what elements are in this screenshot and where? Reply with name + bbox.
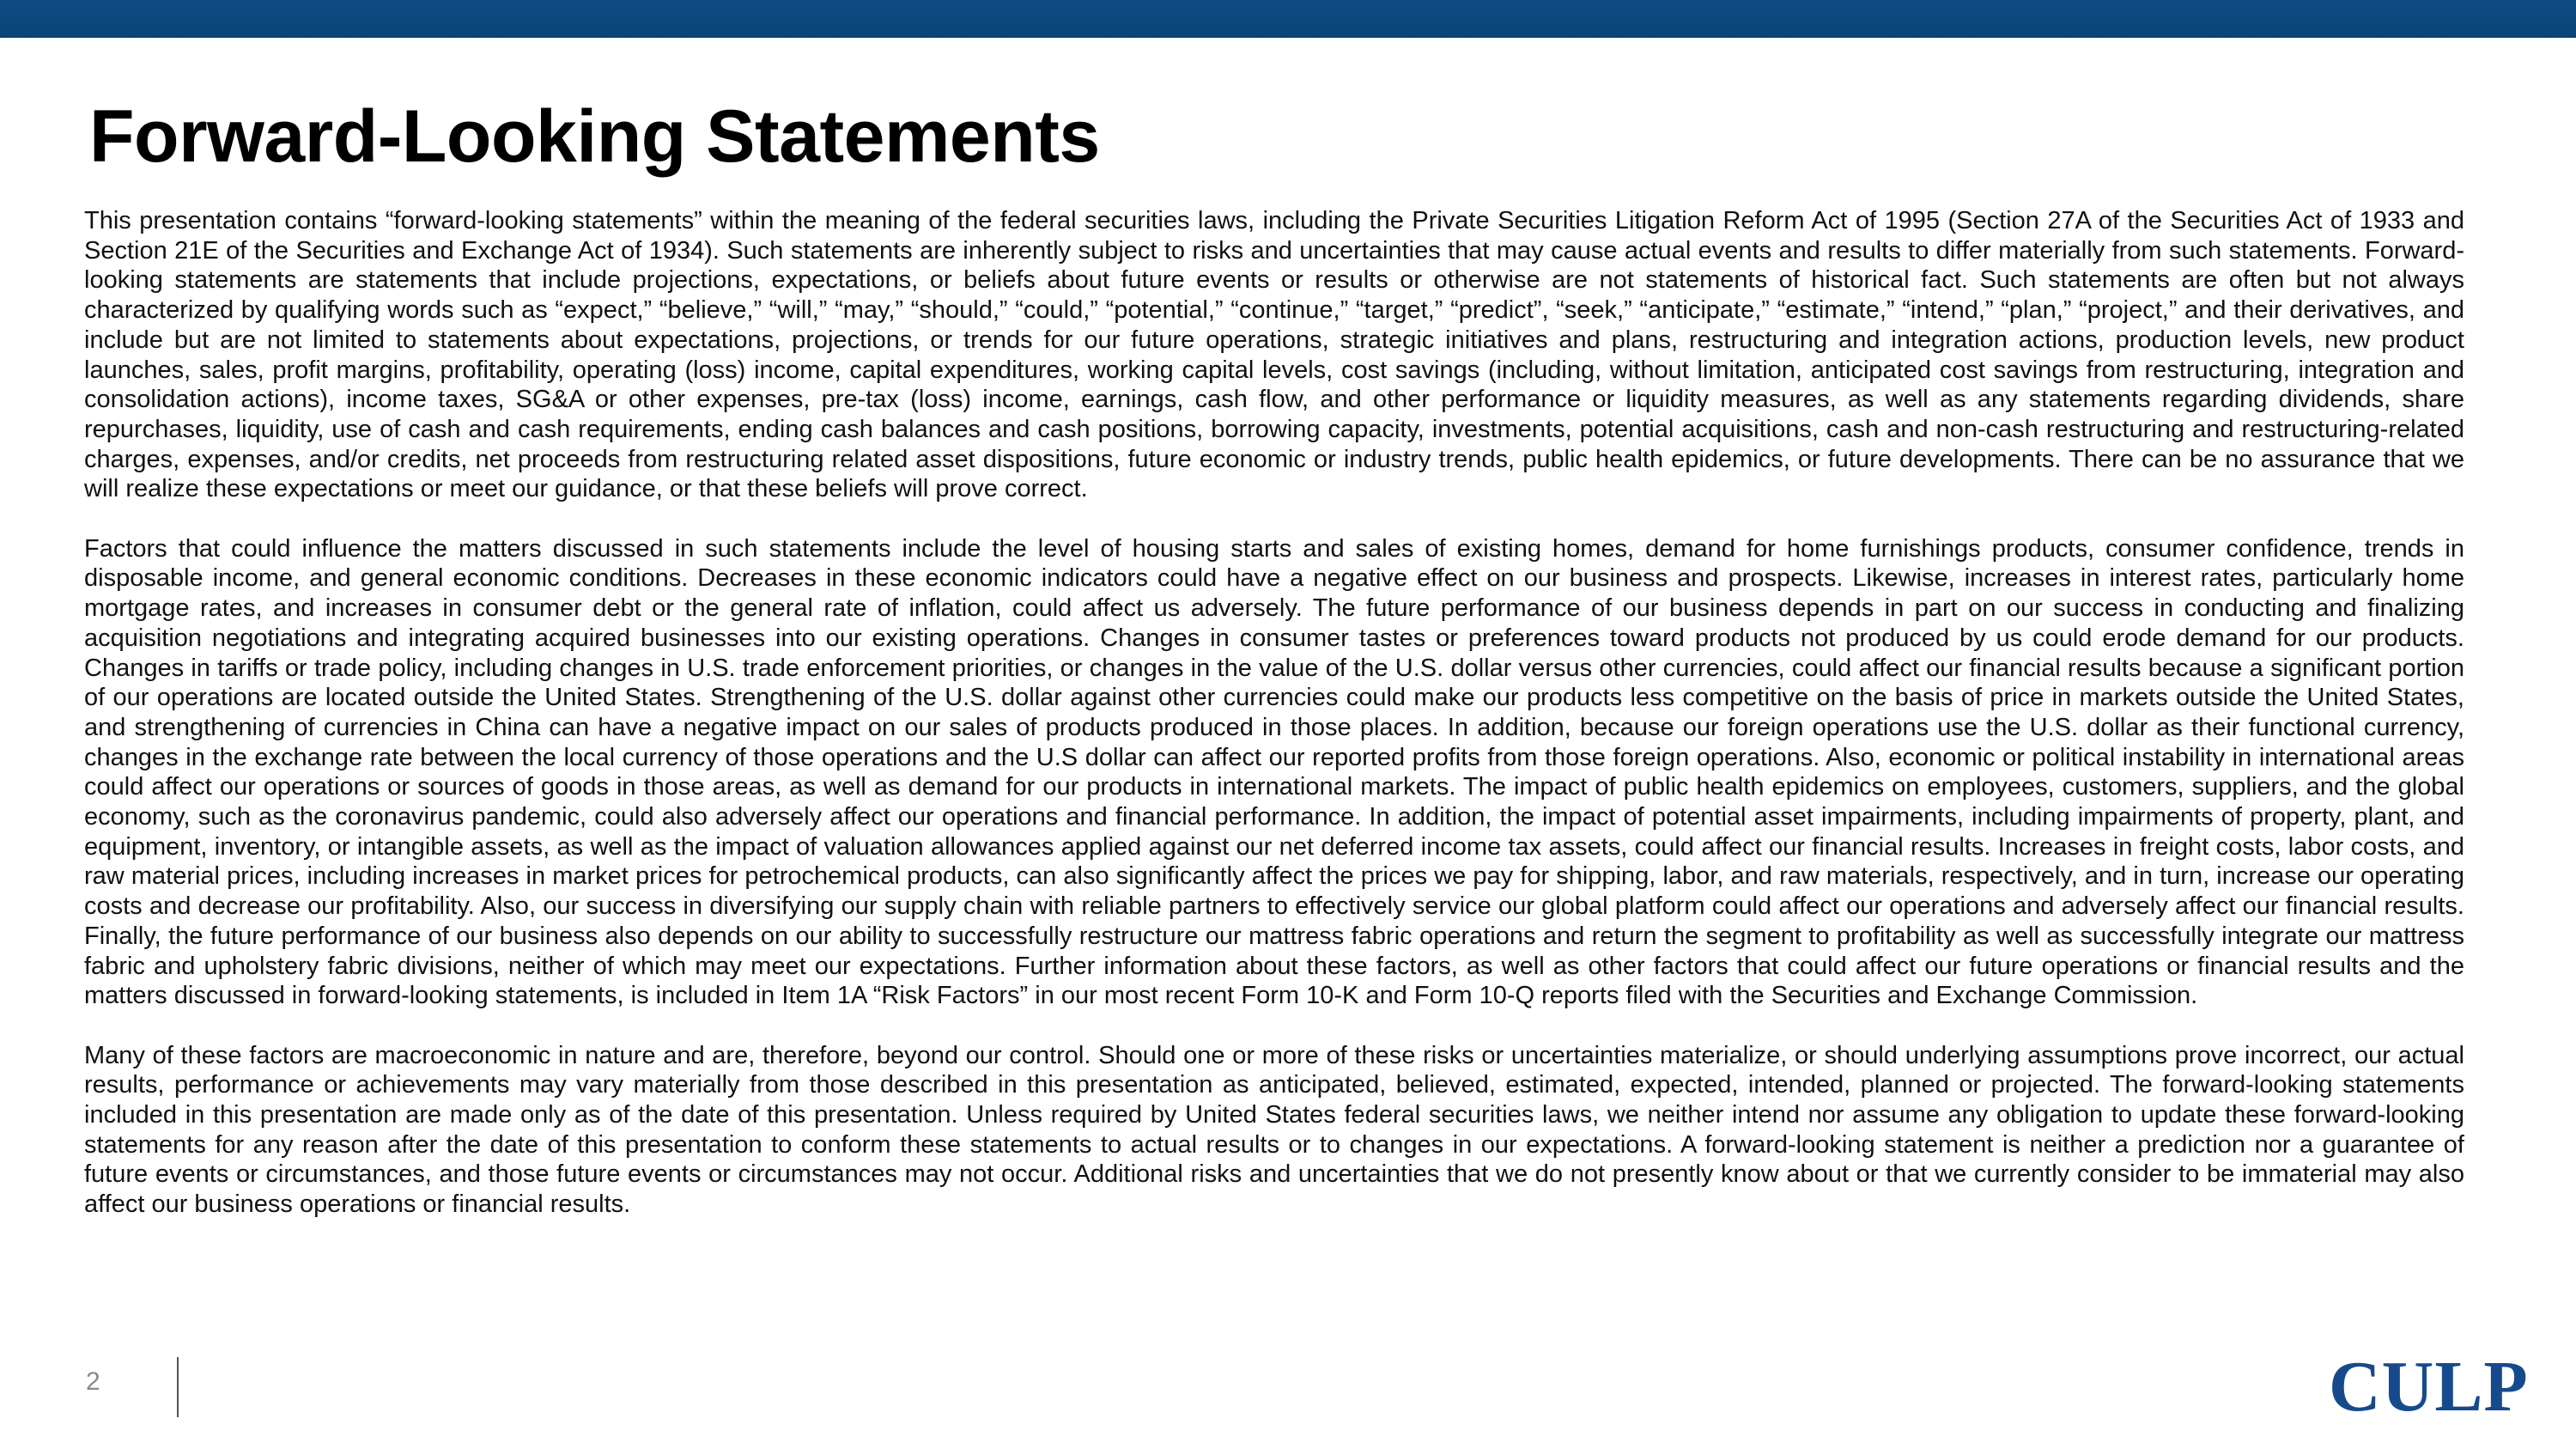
page-number: 2 [86,1367,100,1396]
paragraph-3: Many of these factors are macroeconomic in nature and are, therefore, beyond our control. Should one or more of these risks or uncertainties materialize, or should underlying assumptions prove incorrect, our actual results, performance or achievements may vary materially from those described in this presentation as anticipated, believed, estimated, expected, intended, planned or projected. The forward-looking statements included in this presentation are made only as of the date of this presentation. Unless required by United States federal securities laws, we neither intend nor assume any obligation to update these forward-looking statements for any reason after the date of this presentation to conform these statements to actual results or to changes in our expectations. A forward-looking statement is neither a prediction nor a guarantee of future events or circumstances, and those future events or circumstances may not occur. Additional risks and uncertainties that we do not presently know about or that we currently consider to be immaterial may also affect our business operations or financial results. [84,1041,2464,1219]
culp-logo: CULP [2329,1347,2529,1427]
page-title: Forward-Looking Statements [89,95,1100,178]
footer-divider [177,1357,179,1417]
paragraph-1: This presentation contains “forward-looking statements” within the meaning of the federal securities laws, including the Private Securities Litigation Reform Act of 1995 (Section 27A of the Securities Act of 1933 and Section 21E of the Securities and Exchange Act of 1934). Such statements are inherently subject to risks and uncertainties that may cause actual events and results to differ materially from such statements. Forward-looking statements are statements that include projections, expectations, or beliefs about future events or results or otherwise are not statements of historical fact. Such statements are often but not always characterized by qualifying words such as “expect,” “believe,” “will,” “may,” “should,” “could,” “potential,” “continue,” “target,” “predict”, “seek,” “anticipate,” “estimate,” “intend,” “plan,” “project,” and their derivatives, and include but are not limited to statements about expectations, projections, or trends for our future operations, strategic initiatives and plans, restructuring and integration actions, production levels, new product launches, sales, profit margins, profitability, operating (loss) income, capital expenditures, working capital levels, cost savings (including, without limitation, anticipated cost savings from restructuring, integration and consolidation actions), income taxes, SG&A or other expenses, pre-tax (loss) income, earnings, cash flow, and other performance or liquidity measures, as well as any statements regarding dividends, share repurchases, liquidity, use of cash and cash requirements, ending cash balances and cash positions, borrowing capacity, investments, potential acquisitions, cash and non-cash restructuring and restructuring-related charges, expenses, and/or credits, net proceeds from restructuring related asset dispositions, future economic or industry trends, public health epidemics, or future developments. There can be no assurance that we will realize these expectations or meet our guidance, or that these beliefs will prove correct. [84,207,2464,503]
header-bar [0,0,2576,38]
paragraph-2: Factors that could influence the matters discussed in such statements include the level of housing starts and sales of existing homes, demand for home furnishings products, consumer confidence, trends in disposable income, and general economic conditions. Decreases in these economic indicators could have a negative effect on our business and prospects. Likewise, increases in interest rates, particularly home mortgage rates, and increases in consumer debt or the general rate of inflation, could affect us adversely. The future performance of our business depends in part on our success in conducting and finalizing acquisition negotiations and integrating acquired businesses into our existing operations. Changes in consumer tastes or preferences toward products not produced by us could erode demand for our products. Changes in tariffs or trade policy, including changes in U.S. trade enforcement priorities, or changes in the value of the U.S. dollar versus other currencies, could affect our financial results because a significant portion of our operations are located outside the United States. Strengthening of the U.S. dollar against other currencies could make our products less competitive on the basis of price in markets outside the United States, and strengthening of currencies in China can have a negative impact on our sales of products produced in those places. In addition, because our foreign operations use the U.S. dollar as their functional currency, changes in the exchange rate between the local currency of those operations and the U.S dollar can affect our reported profits from those foreign operations. Also, economic or political instability in international areas could affect our operations or sources of goods in those areas, as well as demand for our products in international markets. The impact of public health epidemics on employees, customers, suppliers, and the global economy, such as the coronavirus pandemic, could also adversely affect our operations and financial performance. In addition, the impact of potential asset impairments, including impairments of property, plant, and equipment, inventory, or intangible assets, as well as the impact of valuation allowances applied against our net deferred income tax assets, could affect our financial results. Increases in freight costs, labor costs, and raw material prices, including increases in market prices for petrochemical products, can also significantly affect the prices we pay for shipping, labor, and raw materials, respectively, and in turn, increase our operating costs and decrease our profitability. Also, our success in diversifying our supply chain with reliable partners to effectively service our global platform could affect our operations and adversely affect our financial results. Finally, the future performance of our business also depends on our ability to successfully restructure our mattress fabric operations and return the segment to profitability as well as successfully integrate our mattress fabric and upholstery fabric divisions, neither of which may meet our expectations. Further information about these factors, as well as other factors that could affect our future operations or financial results and the matters discussed in forward-looking statements, is included in Item 1A “Risk Factors” in our most recent Form 10-K and Form 10-Q reports filed with the Securities and Exchange Commission. [84,534,2464,1010]
body-text [84,206,2464,1250]
